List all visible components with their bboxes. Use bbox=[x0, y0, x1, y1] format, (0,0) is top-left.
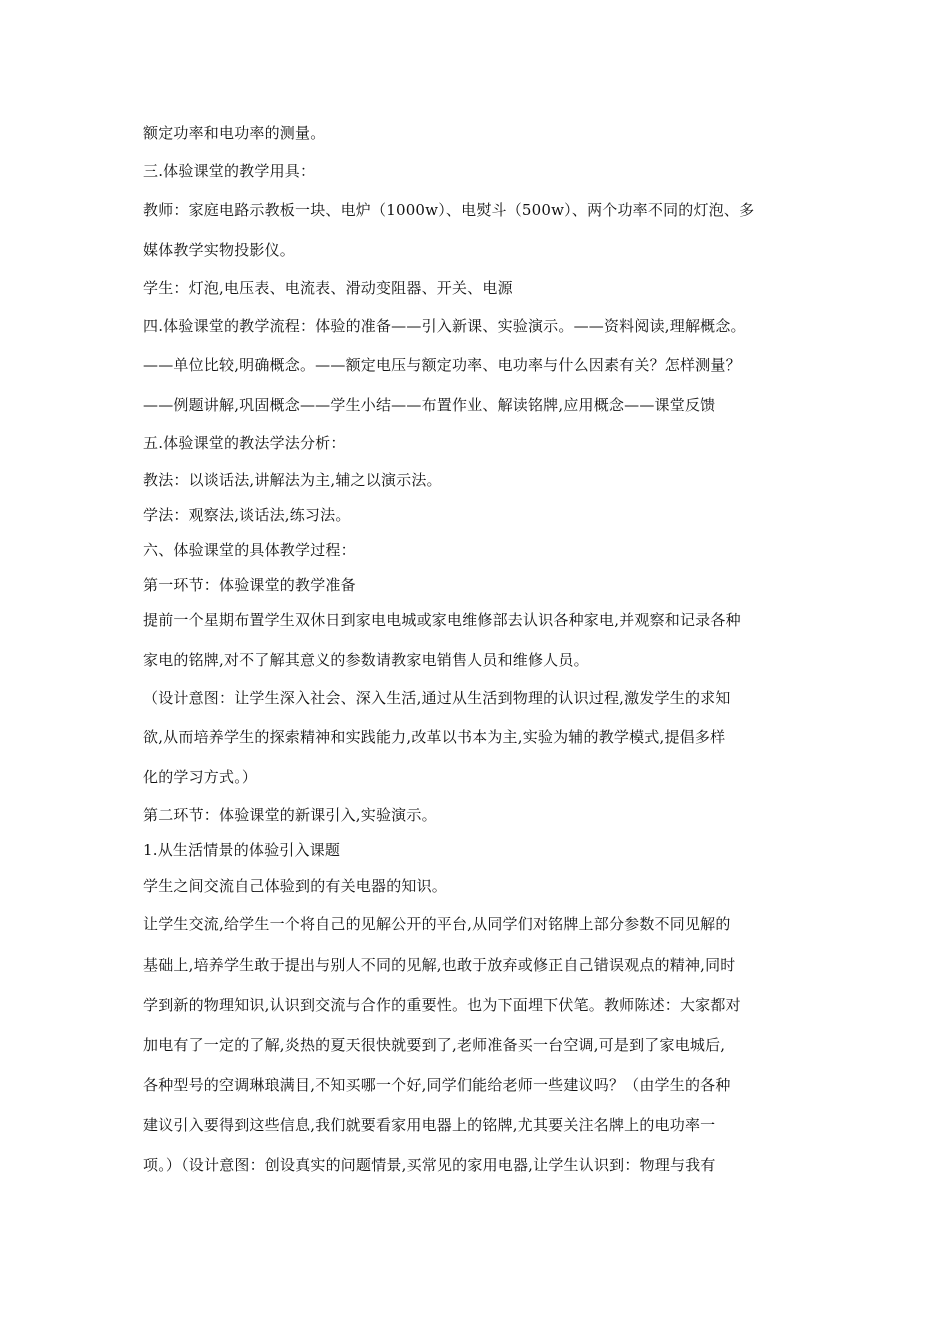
text-line: （设计意图：让学生深入社会、深入生活,通过从生活到物理的认识过程,激发学生的求知 bbox=[143, 689, 731, 707]
text-line: 教师：家庭电路示教板一块、电炉（1000w）、电熨斗（500w）、两个功率不同的灯泡、多 bbox=[143, 201, 755, 219]
section-heading: 四.体验课堂的教学流程：体验的准备——引入新课、实验演示。——资料阅读,理解概念。 bbox=[143, 317, 746, 335]
subsection-heading: 第二环节：体验课堂的新课引入,实验演示。 bbox=[143, 806, 437, 824]
text-line: 基础上,培养学生敢于提出与别人不同的见解,也敢于放弃或修正自己错误观点的精神,同时 bbox=[143, 956, 736, 974]
text-line: 学生之间交流自己体验到的有关电器的知识。 bbox=[143, 877, 448, 895]
subsection-heading: 第一环节：体验课堂的教学准备 bbox=[143, 576, 356, 594]
text-line: 媒体教学实物投影仪。 bbox=[143, 241, 296, 259]
section-heading: 六、体验课堂的具体教学过程： bbox=[143, 541, 356, 559]
text-line: 学法：观察法,谈话法,练习法。 bbox=[143, 506, 351, 524]
text-line: 额定功率和电功率的测量。 bbox=[143, 124, 326, 142]
text-line: 化的学习方式。） bbox=[143, 768, 258, 786]
text-line: 加电有了一定的了解,炎热的夏天很快就要到了,老师准备买一台空调,可是到了家电城后, bbox=[143, 1036, 726, 1054]
text-line: 各种型号的空调琳琅满目,不知买哪一个好,同学们能给老师一些建议吗？（由学生的各种 bbox=[143, 1076, 731, 1094]
text-line: 学生：灯泡,电压表、电流表、滑动变阻器、开关、电源 bbox=[143, 279, 513, 297]
text-line: 建议引入要得到这些信息,我们就要看家用电器上的铭牌,尤其要关注名牌上的电功率一 bbox=[143, 1116, 716, 1134]
text-line: 欲,从而培养学生的探索精神和实践能力,改革以书本为主,实验为辅的教学模式,提倡多样 bbox=[143, 728, 726, 746]
section-heading: 五.体验课堂的教法学法分析： bbox=[143, 434, 346, 452]
text-line: 学到新的物理知识,认识到交流与合作的重要性。也为下面埋下伏笔。教师陈述：大家都对 bbox=[143, 996, 741, 1014]
section-heading: 三.体验课堂的教学用具： bbox=[143, 162, 316, 180]
text-line: ——单位比较,明确概念。——额定电压与额定功率、电功率与什么因素有关？怎样测量？ bbox=[143, 356, 741, 374]
text-line: 家电的铭牌,对不了解其意义的参数请教家电销售人员和维修人员。 bbox=[143, 651, 589, 669]
text-line: 教法：以谈话法,讲解法为主,辅之以演示法。 bbox=[143, 471, 442, 489]
text-line: 让学生交流,给学生一个将自己的见解公开的平台,从同学们对铭牌上部分参数不同见解的 bbox=[143, 915, 731, 933]
text-line: 项。）（设计意图：创设真实的问题情景,买常见的家用电器,让学生认识到：物理与我有 bbox=[143, 1156, 716, 1174]
text-line: 提前一个星期布置学生双休日到家电电城或家电维修部去认识各种家电,并观察和记录各种 bbox=[143, 611, 741, 629]
text-line: ——例题讲解,巩固概念——学生小结——布置作业、解读铭牌,应用概念——课堂反馈 bbox=[143, 396, 716, 414]
subsection-heading: 1.从生活情景的体验引入课题 bbox=[143, 841, 341, 859]
